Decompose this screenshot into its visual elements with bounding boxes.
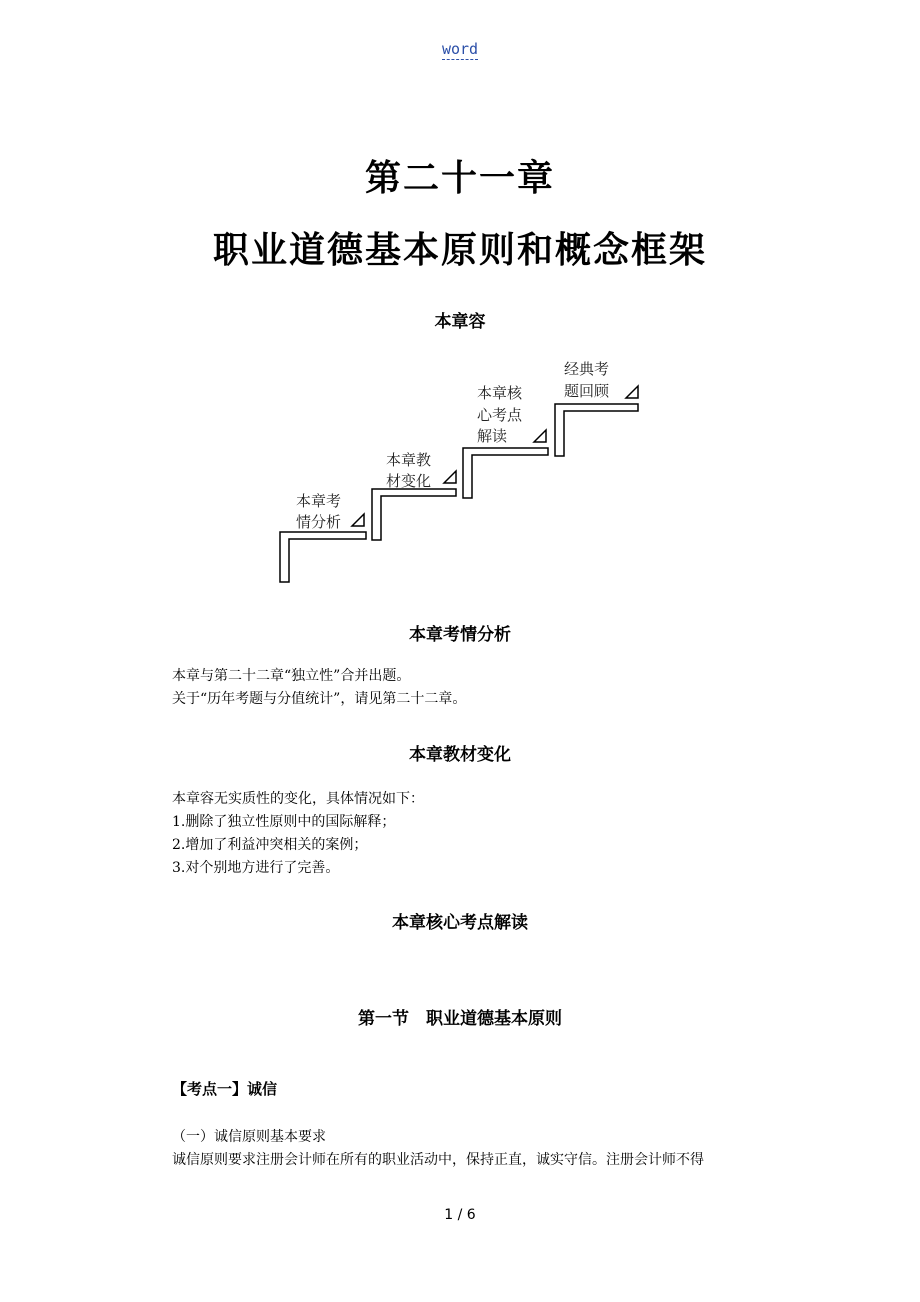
- changes-line-3: 2.增加了利益冲突相关的案例；: [172, 837, 368, 853]
- changes-line-1: 本章容无实质性的变化，具体情况如下：: [172, 791, 424, 807]
- stair-step-2: [372, 489, 456, 540]
- step-3-label-line3: 解读: [477, 427, 508, 445]
- kaodian-title: 诚信: [247, 1080, 278, 1098]
- section-one-heading: 第一节 职业道德基本原则: [358, 1009, 562, 1029]
- analysis-paragraph: [172, 665, 812, 711]
- step-2-triangle-icon: [444, 471, 456, 483]
- kaodian-bracket: 【考点一】: [172, 1080, 248, 1098]
- step-2-label-line1: 本章教: [386, 451, 432, 469]
- kaodian-heading: [172, 1078, 277, 1099]
- analysis-heading: 本章考情分析: [409, 625, 511, 645]
- page-number: 1 / 6: [444, 1207, 476, 1223]
- step-4-label-line2: 题回顾: [564, 382, 610, 400]
- header-word-link[interactable]: [0, 40, 920, 58]
- changes-line-4: 3.对个别地方进行了完善。: [172, 860, 340, 876]
- changes-line-2: 1.删除了独立性原则中的国际解释；: [172, 814, 396, 830]
- header-word-text[interactable]: word: [441, 40, 479, 58]
- step-2-label-line2: 材变化: [386, 472, 432, 490]
- chapter-title: 职业道德基本原则和概念框架: [212, 230, 707, 271]
- integrity-body-line: 诚信原则要求注册会计师在所有的职业活动中，保持正直，诚实守信。注册会计师不得: [172, 1152, 704, 1168]
- stair-step-3: [463, 448, 548, 498]
- changes-heading: 本章教材变化: [409, 745, 511, 765]
- step-1-triangle-icon: [352, 514, 364, 526]
- step-1-label-line1: 本章考: [296, 492, 342, 510]
- analysis-line-2: 关于“历年考题与分值统计”，请见第二十二章。: [172, 691, 467, 707]
- step-1-label-line2: 情分析: [296, 513, 342, 531]
- step-3-triangle-icon: [534, 430, 546, 442]
- contents-heading: 本章容: [434, 312, 486, 332]
- chapter-number: 第二十一章: [364, 158, 555, 199]
- core-heading: 本章核心考点解读: [392, 913, 528, 933]
- step-4-triangle-icon: [626, 386, 638, 398]
- step-3-label-line2: 心考点: [477, 406, 523, 424]
- stair-step-4: [555, 404, 638, 456]
- contents-stairs-diagram: [270, 350, 650, 590]
- step-3-label-line1: 本章核: [477, 384, 523, 402]
- integrity-paragraph: [172, 1126, 812, 1172]
- step-4-label-line1: 经典考: [564, 360, 610, 378]
- changes-paragraph: [172, 788, 812, 880]
- stair-step-1: [280, 532, 366, 582]
- analysis-line-1: 本章与第二十二章“独立性”合并出题。: [172, 668, 411, 684]
- integrity-subheading: （一）诚信原则基本要求: [172, 1129, 326, 1145]
